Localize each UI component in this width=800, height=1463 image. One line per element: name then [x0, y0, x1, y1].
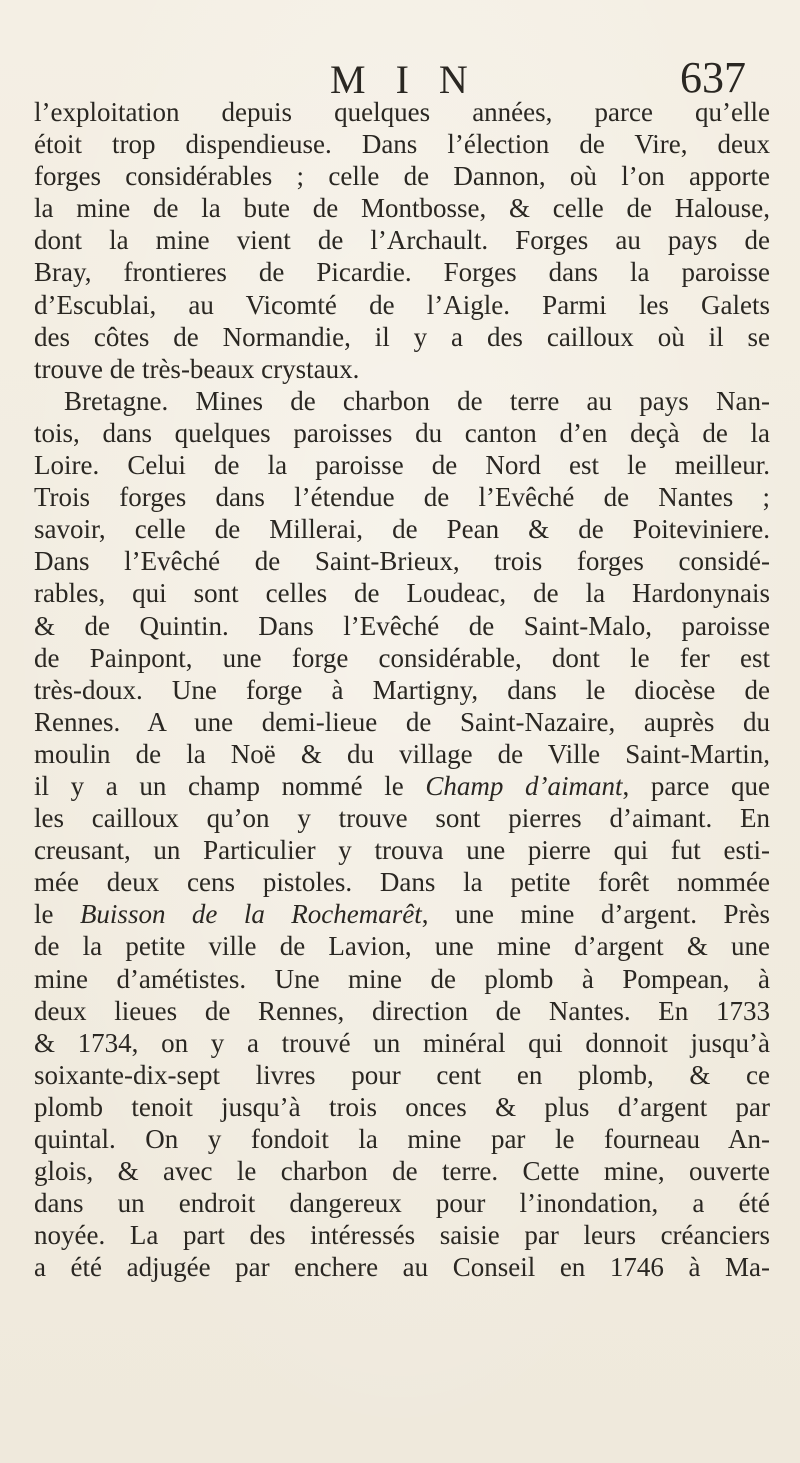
text-segment: creusant, un Particulier y trouva une pierre qui fut esti- — [34, 835, 770, 866]
text-line — [34, 192, 770, 224]
text-segment: de la petite ville de Lavion, une mine d’argent & une — [34, 931, 770, 962]
text-line — [34, 642, 770, 674]
italic-term: Champ d’aimant — [425, 770, 623, 801]
text-line — [34, 674, 770, 706]
text-segment: & de Quintin. Dans l’Evêché de Saint-Malo, paroisse — [34, 610, 770, 641]
text-segment: forges considérables ; celle de Dannon, où l’on apporte — [34, 161, 770, 192]
text-line — [34, 1219, 770, 1251]
text-segment: dans un endroit dangereux pour l’inondation, a été — [34, 1188, 770, 1219]
text-line — [34, 706, 770, 738]
text-line — [34, 1187, 770, 1219]
text-segment: dont la mine vient de l’Archault. Forges au pays de — [34, 225, 770, 256]
text-segment: les cailloux qu’on y trouve sont pierres d’aimant. En — [34, 803, 770, 834]
text-line — [34, 834, 770, 866]
text-line — [34, 321, 770, 353]
text-line — [34, 1123, 770, 1155]
text-segment: il y a un champ nommé le — [34, 770, 426, 801]
text-segment: Trois forges dans l’étendue de l’Evêché de Nantes ; — [34, 482, 770, 513]
text-segment: , une mine d’argent. Près — [421, 899, 770, 930]
text-segment: mée deux cens pistoles. Dans la petite forêt nommée — [34, 867, 770, 898]
text-line — [34, 481, 770, 513]
text-line — [34, 160, 770, 192]
text-segment: quintal. On y fondoit la mine par le fourneau An- — [34, 1124, 770, 1154]
text-segment: d’Escublai, au Vicomté de l’Aigle. Parmi les Galets — [34, 289, 770, 320]
text-segment: Bretagne. Mines de charbon de terre au pays Nan- — [64, 385, 770, 416]
text-segment: savoir, celle de Millerai, de Pean & de Poiteviniere. — [34, 514, 770, 545]
text-line — [34, 1251, 770, 1283]
text-segment: deux lieues de Rennes, direction de Nantes. En 1733 — [34, 995, 770, 1026]
text-line — [34, 353, 770, 385]
text-line — [34, 995, 770, 1027]
text-segment: , parce que — [622, 770, 770, 801]
text-segment: a été adjugée par enchere au Conseil en 1746 à Ma- — [34, 1252, 770, 1283]
text-line — [34, 738, 770, 770]
text-line — [34, 449, 770, 481]
text-segment: soixante-dix-sept livres pour cent en plomb, & ce — [34, 1059, 770, 1090]
text-segment: de Painpont, une forge considérable, dont le fer est — [34, 642, 770, 673]
text-line — [34, 1155, 770, 1187]
text-line — [34, 610, 770, 642]
text-line — [34, 1059, 770, 1091]
text-line — [34, 866, 770, 898]
text-line — [34, 898, 770, 930]
text-segment: la mine de la bute de Montbosse, & celle de Halouse, — [34, 193, 770, 224]
text-line — [34, 385, 770, 417]
text-line — [34, 224, 770, 256]
text-line — [34, 577, 770, 609]
text-line — [34, 96, 770, 128]
text-line — [34, 256, 770, 288]
text-line — [34, 770, 770, 802]
text-segment: Rennes. A une demi-lieue de Saint-Nazaire, auprès du — [34, 706, 770, 737]
text-line — [34, 802, 770, 834]
text-segment: glois, & avec le charbon de terre. Cette mine, ouverte — [34, 1156, 770, 1187]
text-line — [34, 417, 770, 449]
text-line — [34, 545, 770, 577]
running-title: M I N — [330, 57, 478, 102]
text-segment: Loire. Celui de la paroisse de Nord est le meilleur. — [34, 450, 770, 481]
text-segment: très-doux. Une forge à Martigny, dans le diocèse de — [34, 674, 770, 705]
text-line — [34, 1091, 770, 1123]
text-line — [34, 513, 770, 545]
text-segment: rables, qui sont celles de Loudeac, de la Hardonynais — [34, 578, 770, 609]
text-segment: Dans l’Evêché de Saint-Brieux, trois forges considé- — [34, 546, 770, 577]
text-segment: moulin de la Noë & du village de Ville Saint-Martin, — [34, 738, 770, 769]
text-segment: étoit trop dispendieuse. Dans l’élection de Vire, deux — [34, 129, 770, 160]
text-segment: Bray, frontieres de Picardie. Forges dans la paroisse — [34, 257, 770, 288]
italic-term: Buisson de la Rochemarêt — [79, 899, 422, 930]
text-segment: & 1734, on y a trouvé un minéral qui donnoit jusqu’à — [34, 1027, 770, 1058]
text-line — [34, 1027, 770, 1059]
text-segment: l’exploitation depuis quelques années, parce qu’elle — [34, 97, 770, 127]
page-number: 637 — [680, 53, 746, 102]
body-text — [34, 96, 770, 1283]
text-segment: le — [34, 899, 80, 930]
text-segment: des côtes de Normandie, il y a des cailloux où il se — [34, 321, 770, 352]
text-segment: plomb tenoit jusqu’à trois onces & plus d’argent par — [34, 1091, 770, 1122]
text-line — [34, 930, 770, 962]
text-segment: tois, dans quelques paroisses du canton d’en deçà de la — [34, 417, 770, 448]
text-line — [34, 128, 770, 160]
text-line — [34, 963, 770, 995]
text-segment: noyée. La part des intéressés saisie par leurs créanciers — [34, 1220, 770, 1251]
text-segment: mine d’amétistes. Une mine de plomb à Pompean, à — [34, 963, 770, 994]
text-line — [34, 289, 770, 321]
text-segment: trouve de très-beaux crystaux. — [34, 353, 360, 384]
